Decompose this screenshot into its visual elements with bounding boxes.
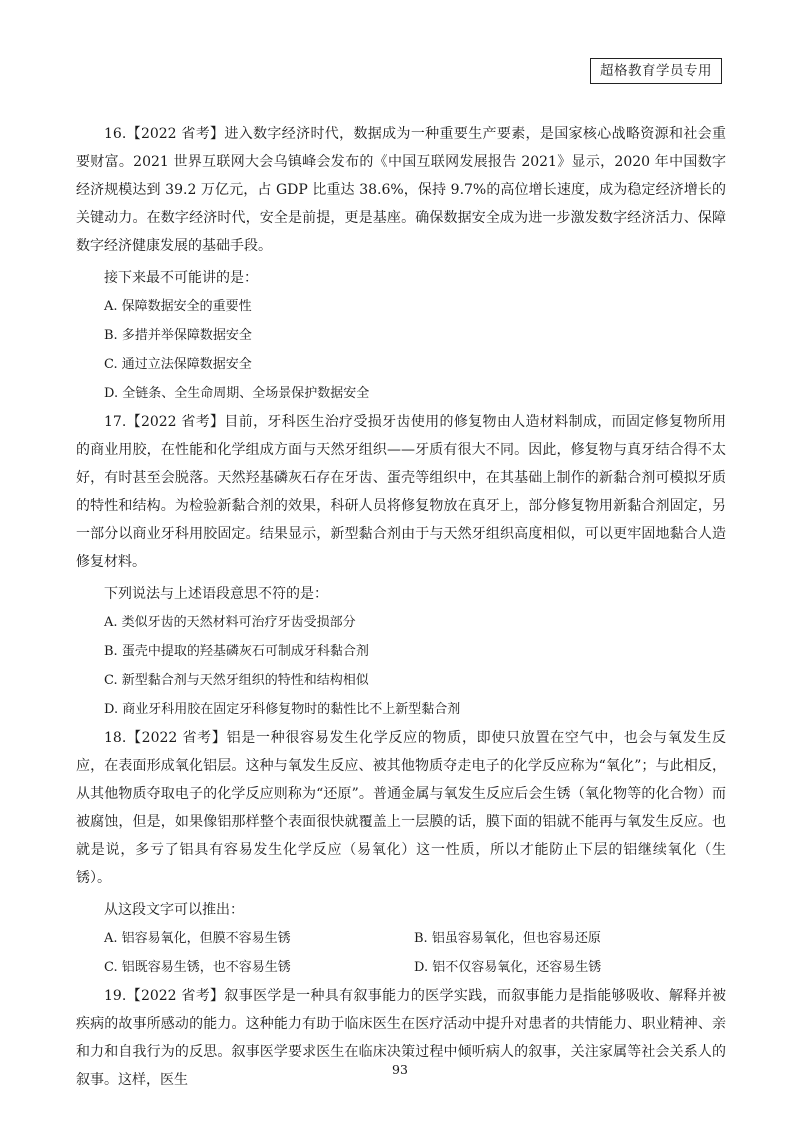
option-18-d: D. 铝不仅容易氧化，还容易生锈: [414, 960, 602, 975]
question-17-prompt: 下列说法与上述语段意思不符的是：: [104, 586, 328, 602]
question-17-passage: 17.【2022 省考】目前，牙科医生治疗受损牙齿使用的修复物由人造材料制成，而固定修复物所用的商业用胶，在性能和化学组成方面与天然牙组织——牙质有很大不同。因此，修复物与真牙结合得不太好，有时甚至会脱落。天然羟基磷灰石存在牙齿、蛋壳等组织中，在其基础上制作的新黏合剂可模拟牙质的特性和结构。为检验新黏合剂的效果，科研人员将修复物放在真牙上，部分修复物用新黏合剂固定，另一部分以商业牙科用胶固定。结果显示，新型黏合剂由于与天然牙组织高度相似，可以更牢固地黏合人造修复材料。: [76, 414, 726, 570]
option-17-b: B. 蛋壳中提取的羟基磷灰石可制成牙科黏合剂: [104, 644, 369, 659]
option-16-d: D. 全链条、全生命周期、全场景保护数据安全: [104, 386, 370, 401]
question-17: [76, 408, 726, 724]
option-16-a: A. 保障数据安全的重要性: [104, 299, 252, 314]
usage-badge: 超格教育学员专用: [590, 58, 722, 84]
question-18-prompt: 从这段文字可以推出：: [104, 902, 244, 918]
question-18-options: [76, 924, 726, 982]
question-18-passage: 18.【2022 省考】铝是一种很容易发生化学反应的物质，即使只放置在空气中，也会与氧发生反应，在表面形成氧化铝层。这种与氧发生反应、被其他物质夺走电子的化学反应称为“氧化”；与此相反，从其他物质夺取电子的化学反应则称为“还原”。普通金属与氧发生反应后会生锈（氧化物等的化合物）而被腐蚀，但是，如果像铝那样整个表面很快就覆盖上一层膜的话，膜下面的铝就不能再与氧发生反应。也就是说，多亏了铝具有容易发生化学反应（易氧化）这一性质，所以才能防止下层的铝继续氧化（生锈）。: [76, 730, 726, 886]
page-number: 93: [392, 1062, 408, 1077]
option-18-c: C. 铝既容易生锈，也不容易生锈: [104, 960, 291, 975]
question-16-prompt: 接下来最不可能讲的是：: [104, 270, 258, 286]
question-16: [76, 120, 726, 408]
option-16-b: B. 多措并举保障数据安全: [104, 328, 252, 343]
option-16-c: C. 通过立法保障数据安全: [104, 357, 252, 372]
option-18-a: A. 铝容易氧化，但膜不容易生锈: [104, 931, 291, 946]
option-17-d: D. 商业牙科用胶在固定牙科修复物时的黏性比不上新型黏合剂: [104, 702, 461, 717]
option-17-c: C. 新型黏合剂与天然牙组织的特性和结构相似: [104, 673, 369, 688]
question-19-passage: 19.【2022 省考】叙事医学是一种具有叙事能力的医学实践，而叙事能力是指能够吸收、解释并被疾病的故事所感动的能力。这种能力有助于临床医生在医疗活动中提升对患者的共情能力、职业精神、亲和力和自我行为的反思。叙事医学要求医生在临床决策过程中倾听病人的叙事，关注家属等社会关系人的叙事。这样，医生: [76, 988, 726, 1088]
question-18: [76, 724, 726, 982]
question-content: [76, 120, 726, 1094]
question-19: [76, 982, 726, 1094]
option-18-b: B. 铝虽容易氧化，但也容易还原: [414, 931, 601, 946]
question-16-passage: 16.【2022 省考】进入数字经济时代，数据成为一种重要生产要素，是国家核心战略资源和社会重要财富。2021 世界互联网大会乌镇峰会发布的《中国互联网发展报告 2021》显示，2020 年中国数字经济规模达到 39.2 万亿元，占 GDP 比重达 38.6%，保持 9.7%的高位增长速度，成为稳定经济增长的关键动力。在数字经济时代，安全是前提，更是基座。确保数据安全成为进一步激发数字经济活力、保障数字经济健康发展的基础手段。: [76, 126, 726, 254]
option-17-a: A. 类似牙齿的天然材料可治疗牙齿受损部分: [104, 615, 356, 630]
